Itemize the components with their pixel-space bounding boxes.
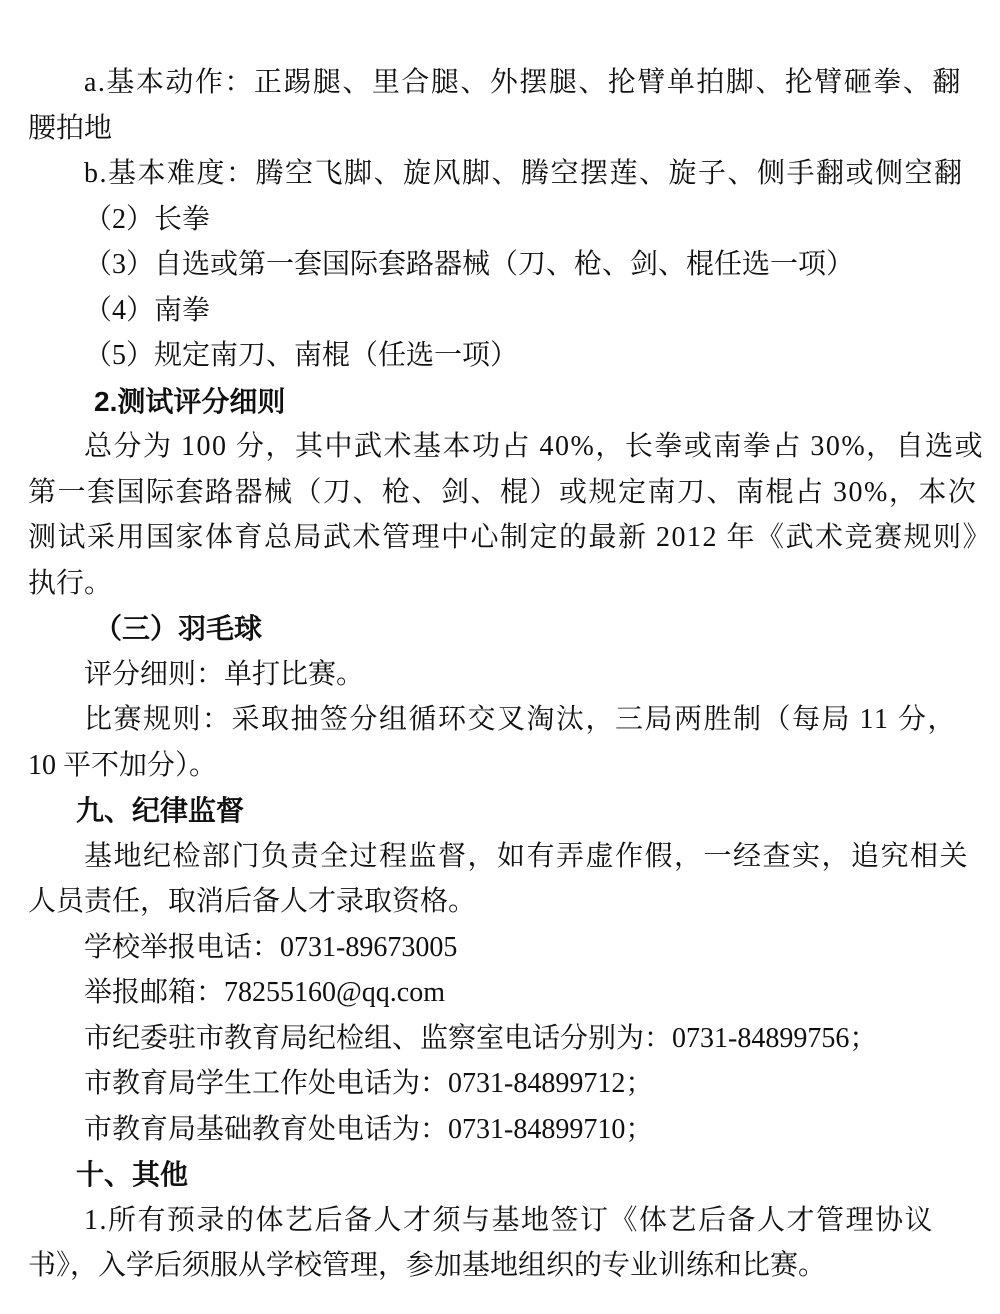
body-text-line: 市纪委驻市教育局纪检组、监察室电话分别为：0731-84899756； [84, 1022, 878, 1054]
body-text-line: 10 平不加分）。 [28, 749, 218, 781]
body-text-line: 基地纪检部门负责全过程监督，如有弄虚作假，一经查实，追究相关 [84, 840, 970, 872]
body-text-line: 1.所有预录的体艺后备人才须与基地签订《体艺后备人才管理协议 [84, 1204, 935, 1236]
body-text-line: b.基本难度：腾空飞脚、旋风脚、腾空摆莲、旋子、侧手翻或侧空翻 [84, 158, 964, 189]
body-text-line: （2）长拳 [84, 203, 211, 235]
body-text-line: （4）南拳 [84, 294, 211, 326]
section-heading-line: （三）羽毛球 [94, 613, 263, 644]
body-text-line: （3）自选或第一套国际套路器械（刀、枪、剑、棍任选一项） [84, 249, 855, 280]
body-text-line: 比赛规则：采取抽签分组循环交叉淘汰，三局两胜制（每局 11 分， [84, 704, 957, 735]
section-heading-line: 十、其他 [76, 1159, 189, 1190]
body-text-line: 市教育局基础教育处电话为：0731-84899710； [84, 1113, 654, 1145]
body-text-line: a.基本动作：正踢腿、里合腿、外摆腿、抡臂单拍脚、抡臂砸拳、翻 [84, 67, 962, 98]
body-text-line: 举报邮箱：78255160@qq.com [84, 977, 445, 1008]
body-text-line: 腰拍地 [28, 112, 113, 144]
body-text-line: 执行。 [28, 567, 113, 599]
body-text-line: 总分为 100 分，其中武术基本功占 40%，长拳或南拳占 30%，自选或 [84, 431, 985, 462]
body-text-line: 测试采用国家体育总局武术管理中心制定的最新 2012 年《武术竞赛规则》 [28, 522, 993, 553]
body-text-line: 评分细则：单打比赛。 [84, 658, 365, 690]
body-text-line: 学校举报电话：0731-89673005 [84, 931, 458, 963]
body-text-line: 人员责任，取消后备人才录取资格。 [28, 886, 477, 917]
section-heading-line: 九、纪律监督 [76, 795, 245, 826]
body-text-line: （5）规定南刀、南棍（任选一项） [84, 340, 519, 371]
section-heading-line: 2.测试评分细则 [94, 385, 286, 417]
body-text-line: 书》，入学后须服从学校管理，参加基地组织的专业训练和比赛。 [28, 1250, 827, 1281]
body-text-line: 第一套国际套路器械（刀、枪、剑、棍）或规定南刀、南棍占 30%，本次 [28, 476, 978, 508]
body-text-line: 市教育局学生工作处电话为：0731-84899712； [84, 1068, 654, 1099]
